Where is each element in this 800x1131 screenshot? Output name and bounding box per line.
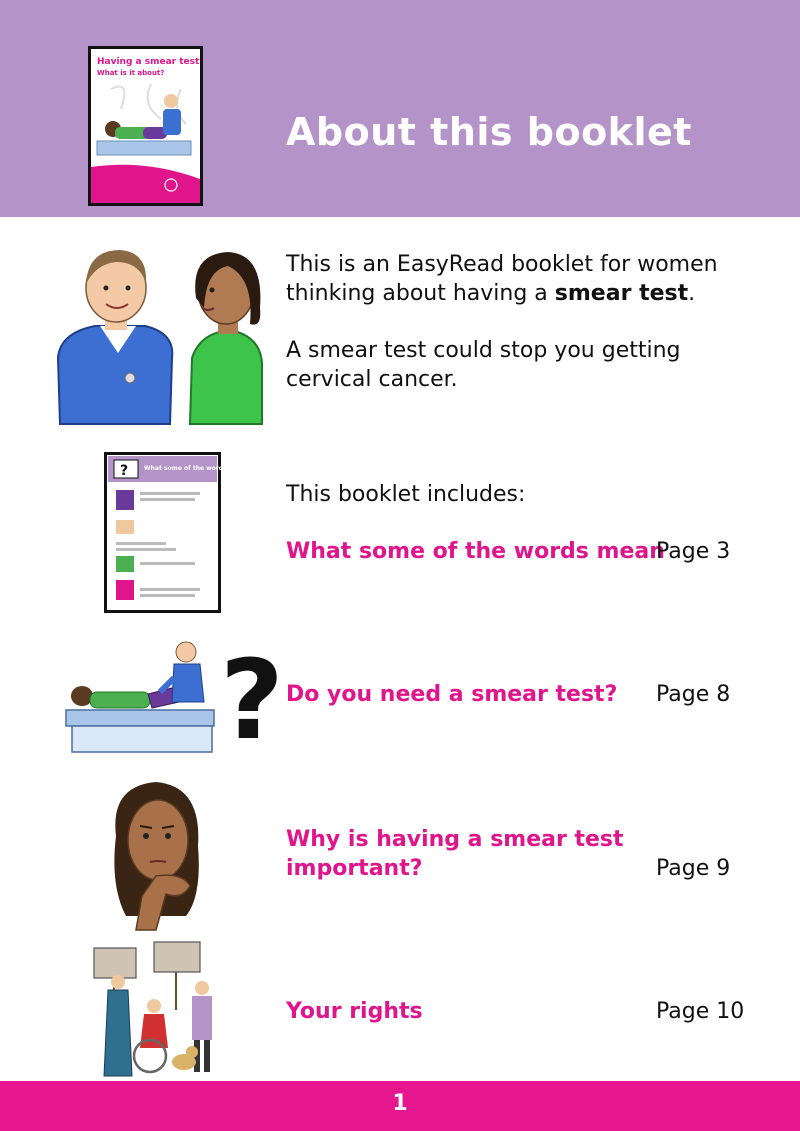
mini-page-title: What some of the words mean: [144, 465, 248, 472]
toc-item-need-test[interactable]: Do you need a smear test?: [286, 682, 618, 707]
page-number: 1: [392, 1091, 408, 1116]
words-page-thumbnail: [104, 452, 248, 613]
intro-paragraph-1: [286, 250, 746, 308]
toc-page-words: Page 3: [656, 539, 731, 564]
svg-text:?: ?: [120, 463, 129, 479]
footer-band: [0, 1081, 800, 1131]
smear-test-question-illustration: [60, 636, 284, 764]
toc-page-important: Page 9: [656, 856, 731, 881]
rights-protest-illustration: [84, 940, 224, 1078]
nurse-and-woman-illustration: [50, 238, 268, 424]
cover-title: Having a smear test: [97, 57, 200, 67]
intro-bold-term: smear test: [554, 281, 689, 306]
header-band: [0, 0, 800, 217]
question-mark-icon: ?: [220, 636, 284, 764]
intro-paragraph-2: A smear test could stop you getting cervical cancer.: [286, 338, 681, 392]
thinking-woman-illustration: [106, 776, 206, 930]
booklet-cover-thumbnail: [88, 46, 203, 206]
toc-item-rights[interactable]: Your rights: [286, 999, 423, 1024]
toc-item-words[interactable]: What some of the words mean: [286, 539, 665, 564]
toc-page-need-test: Page 8: [656, 682, 731, 707]
page-title: About this booklet: [286, 110, 692, 154]
intro-period: .: [688, 281, 696, 306]
toc-page-rights: Page 10: [656, 999, 745, 1024]
cover-subtitle: What is it about?: [97, 69, 165, 77]
contents-heading: This booklet includes:: [286, 482, 526, 507]
cover-illustration: [91, 49, 200, 203]
intro-text: This is an EasyRead booklet for women thinking about having a: [286, 252, 718, 306]
toc-item-important[interactable]: Why is having a smear test important?: [286, 827, 624, 881]
